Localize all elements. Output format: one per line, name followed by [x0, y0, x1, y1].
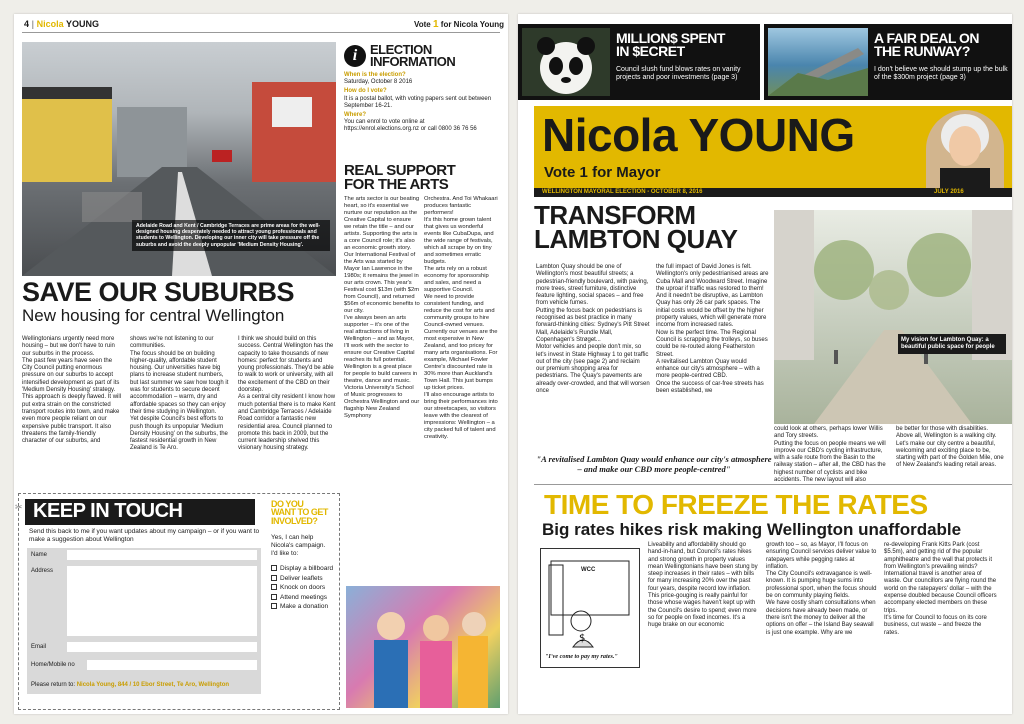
runway-photo [768, 28, 868, 96]
panda-illustration [522, 28, 610, 96]
answer-how: It is a postal ballot, with voting papers sent out between September 16-21. [344, 95, 492, 109]
teaser-runway-text: I don't believe we should stump up the bulk of the $300m project (page 3) [874, 66, 1008, 82]
cartoon-quote: "I've come to pay my rates." [545, 653, 618, 660]
masthead-name: Nicola YOUNG [542, 109, 855, 161]
save-col-2: shows we're not listening to our communities. The focus should be on building higher-quality, affordable student housing. Our universities have big plans to increase student numbers, but last summer we saw how tough it was for students to secure decent accommodation – warm, dry and affordable spaces so they can enjoy their time studying in Wellington. Yet despite Council's best efforts to push though its unpopular 'Medium Density Housing' on the suburbs, the fastest residential growth in New Zealand is Te Aro. [130, 336, 229, 452]
option-donation[interactable]: Make a donation [271, 602, 341, 612]
rates-col-1: Liveability and affordability should go hand-in-hand, but Council's rates hikes and strong growth in property values mean Wellingtonians have been stung by steep increases in their rates – with bills for many increasing 20% over the past four years, despite record low inflation. This price-gouging is really painful for those whose wages haven't kept up with the Council's desire to spend; even more so for people on fixed incomes. It's a huge brake on our economic [648, 542, 758, 629]
save-suburbs-subtitle: New housing for central Wellington [22, 306, 285, 325]
runway-illustration [768, 28, 868, 96]
performers-illustration [346, 586, 500, 708]
rates-subtitle: Big rates hikes risk making Wellington unaffordable [542, 520, 962, 539]
vision-caption: My vision for Lambton Quay: a beautiful public space for people [898, 334, 1006, 354]
involve-2: WANT TO GET [271, 507, 328, 518]
lambton-col-4: be better for those with disabilities. Above all, Wellington is a walking city. Let's make our city centre a beautiful, welcoming and exciting place to be, starting with part of the Golden Mile, one of New Zealand's leading retail areas. [896, 426, 1004, 469]
involve-3: INVOLVED? [271, 515, 318, 526]
return-line: Please return to: Nicola Young, 844 / 10 Ebor Street, Te Aro, Wellington [31, 682, 230, 688]
teaser-runway-title: A FAIR DEAL ON THE RUNWAY? [874, 30, 980, 59]
issue-date: JULY 2016 [934, 189, 964, 195]
lambton-vision-illustration [774, 210, 1012, 424]
running-head-name: Nicola [36, 19, 64, 29]
info-icon: i [344, 45, 366, 67]
lambton-col-2: the full impact of David Jones is felt. Wellington's only pedestrianised areas are Cuba Mall and Woodward Street. Imagine the uproar if traffic was restored to them! And it needn't be disruptive, as Lambton Quay has only 26 car park spaces. The initial costs would be offset by the higher property values, which will generate more income from increased rates. Now is the perfect time. The Regional Council is scrapping the trolleys, so buses could be re-routed along Featherston Street. A revitalised Lambton Quay would enhance our city's atmosphere – with a more people-centred CBD. Once the success of car-free streets has been established, we [656, 264, 769, 395]
photo-caption: Adelaide Road and Kent / Cambridge Terraces are prime areas for the well-designed housing desperately needed to attract young professionals and students to Wellington. Developing our inner city will take pressure off the suburbs and avoid the deeply unpopular 'Medium Density Housing'. [132, 220, 330, 251]
performers-photo [346, 586, 500, 708]
election-title-2: INFORMATION [370, 53, 456, 69]
touch-intro: Send this back to me if you want updates about my campaign – or if you want to make a suggestion about Wellington [29, 528, 260, 543]
email-field[interactable] [67, 642, 257, 652]
arts-col-1: The arts sector is our beating heart, so it's essential we nurture our reputation as the Creative Capital to ensure we retain the title – and our artists. Supporting the arts is a core Council role; it's also an economic growth story. Our International Festival of the Arts was started by Mayor Ian Lawrence in the 1980s; it remains the jewel in our arts crown. This year's Festival cost $13m (with $2m from Council), and returned $56m of economic benefits to our city. I've always been an arts supporter – it's one of the real attractions of living in Wellington – and as Mayor, I'll work with the sector to ensure our Creative Capital reaches its full potential. Wellington is a great place for people to build careers in theatre, dance and music. Victoria University's School of Music progresses to Orchestra Wellington and our flagship New Zealand Symphony [344, 196, 420, 419]
option-meetings[interactable]: Attend meetings [271, 593, 341, 603]
mobile-field[interactable] [87, 660, 257, 670]
answer-where: You can enrol to vote online at https://enrol.elections.org.nz or call 0800 36 76 56 [344, 119, 477, 133]
question-how: How do I vote? [344, 88, 387, 95]
save-suburbs-title: SAVE OUR SUBURBS [22, 277, 295, 307]
rates-col-3: re-developing Frank Kitts Park (cost $5.5m), and getting rid of the popular amphitheatre and the wall that protects it from Wellington's prevailing winds? International travel is another area of waste. Our councillors are flying round the world on the ratepayers' dollar – with the expense doubled because Council officers accompany elected members on these trips. It's time for Council to focus on its core business, cut waste – and freeze the rates. [884, 542, 997, 636]
svg-text:$: $ [579, 633, 586, 644]
panda-photo [522, 28, 610, 96]
arts-title: REAL SUPPORT FOR THE ARTS [344, 162, 456, 193]
street-photo [22, 42, 336, 276]
option-leaflets[interactable]: Deliver leaflets [271, 574, 341, 584]
keep-in-touch-title: KEEP IN TOUCH [33, 500, 183, 522]
teaser-runway [764, 24, 1012, 100]
scissors-icon: ✂ [15, 502, 23, 512]
involve-1: DO YOU [271, 499, 304, 509]
rates-title: TIME TO FREEZE THE RATES [544, 489, 928, 520]
address-field[interactable] [67, 566, 257, 636]
teaser-secret [518, 24, 760, 100]
teaser-secret-title: MILLION$ SPENT IN $ECRET [616, 30, 725, 59]
pull-quote: "A revitalised Lambton Quay would enhance our city's atmosphere – and make our CBD more people-centred" [536, 454, 772, 474]
candidate-portrait [926, 110, 1004, 188]
answer-when: Saturday, October 8 2016 [344, 79, 413, 86]
left-page [14, 14, 508, 714]
save-col-1: Wellingtonians urgently need more housing – but we don't have to ruin our suburbs in the process. The past few years have seen the City Council putting enormous pressure on our suburbs to accept intensified development as part of its 'Medium Density Housing' strategy. This approach is deeply flawed. It will put extra strain on the constricted transport routes into town, and make even more people reliant on our expensive public transport. It also threatens the family-friendly character of our suburbs, and [22, 336, 122, 445]
rates-col-2: growth too – so, as Mayor, I'll focus on ensuring Council services deliver value to ratepayers while pegging rates at inflation. The City Council's extravagance is well-known. It is pumping huge sums into professional sport, when the focus should be on community playing fields. We have costly sham consultations when decisions have already been made, or there isn't the money to deliver all the options on offer – the Island Bay seawall is just one example. Why are we [766, 542, 877, 636]
keep-in-touch-coupon: ✂ KEEP IN TOUCH Send this back to me if you want updates about my campaign – or if you want to make a suggestion about Wellington Name Address Email Home/Mobile no Please return to: Nicola Young, 844 / 10 Ebor Street, Te Aro, Wellington DO YOU WANT TO GET INVOLVED? Yes, I can help Nicola's campaign. I'd like to: Display a billboard Deliver leaflets Knock on doors Attend meetings Make a donation [18, 493, 340, 710]
election-info [344, 44, 500, 134]
rates-cartoon [540, 548, 640, 668]
option-billboard[interactable]: Display a billboard [271, 564, 341, 574]
option-doors[interactable]: Knock on doors [271, 583, 341, 593]
page-number: 4 [24, 19, 30, 29]
question-where: Where? [344, 111, 367, 118]
lambton-col-1: Lambton Quay should be one of Wellington's most beautiful streets; a pedestrian-friendly boulevard, with paving, more trees, street furniture, distinctive feature lighting, social spaces – and free from vehicle fumes. Putting the focus back on pedestrians is recognised as best practice in many forward-thinking cities: Sydney's Pitt Street Mall, Adelaide's Rundle Mall, Copenhagen's Strøget... Motor vehicles and people don't mix, so let's invest in State Highway 1 to get traffic out of the city (see page 2) and reclaim our premium shopping area for pedestrians. The Quay's pavements are already over-crowded, and that will worsen once [536, 264, 650, 395]
arts-col-2: Orchestra. And Toi Whakaari produces fantastic performers! It's this home grown talent that gives us wonderful events like CubaDupa, and the wide range of festivals, which all scrape by on tiny and sometimes erratic budgets. The arts rely on a robust economy for sponsorship and sales, and need a supportive Council. We need to provide consistent funding, and reduce the cost for arts and community groups to hire Council-owned venues. Currently our venues are the most expensive in New Zealand, and too pricey for many arts organisations. For example, Michael Fowler Centre's discounted rate is 30% more than Auckland's Town Hall. This just bumps up ticket prices. I'll also encourage artists to bring their performances into our streetscapes, so visitors leave with the clearest of impressions: Wellington – a city packed full of talent and creativity. [424, 196, 498, 440]
lambton-title: TRANSFORM LAMBTON QUAY [534, 200, 738, 254]
vision-sketch [774, 210, 1012, 424]
tagline: Vote 1 for Nicola Young [414, 19, 505, 30]
portrait-illustration [926, 110, 1004, 188]
name-field[interactable] [67, 550, 257, 560]
question-when: When is the election? [344, 71, 406, 78]
involvement-options [271, 564, 341, 612]
running-head: 4 | Nicola YOUNG [24, 19, 99, 29]
teaser-secret-text: Council slush fund blows rates on vanity projects and poor investments (page 3) [616, 66, 741, 82]
right-page [518, 14, 1012, 714]
election-strip: WELLINGTON MAYORAL ELECTION - OCTOBER 8, 2016 JULY 2016 [534, 188, 1012, 197]
cartoon-sign: WCC [581, 567, 596, 573]
save-col-3: I think we should build on this success. Central Wellington has the capacity to take thousands of new homes: perfect for students and young professionals. They'd be able to walk to work or university, with all the excitement of the CBD on their doorstep. As a central city resident I know how much potential there is to make Kent and Cambridge Terraces / Adelaide Road corridor a fantastic new residential area. Council planned to promote this back in 2009, but the current leadership shelved this visionary housing strategy. [238, 336, 336, 452]
lambton-col-3: could look at others, perhaps lower Willis and Tory streets. Putting the focus on people means we will improve our CBD's cycling infrastructure, with a safe route from the Basin to the railway station – after all, the CBD has the highest number of cyclists and bike accidents. The new layout will also [774, 426, 886, 484]
masthead [534, 106, 1012, 188]
masthead-vote: Vote 1 for Mayor [544, 164, 661, 181]
election-title-1: ELECTION [370, 42, 432, 57]
running-head-surname: YOUNG [65, 19, 99, 29]
